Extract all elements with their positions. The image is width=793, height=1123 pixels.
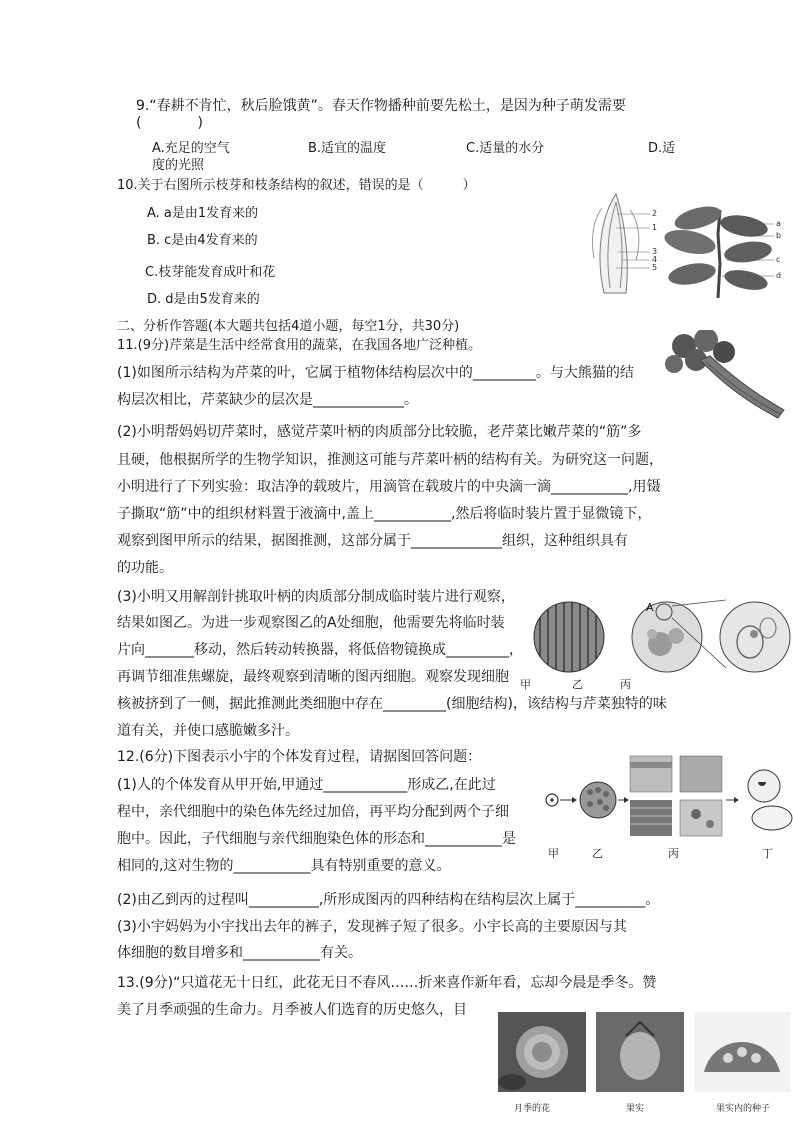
q13-line2: 美了月季顽强的生命力。月季被人们选育的历史悠久，目 <box>117 1002 467 1018</box>
branch-label-c: c <box>776 255 781 264</box>
micro-figure-jia <box>532 600 606 674</box>
q12-p2: (2)由乙到丙的过程叫__________,所形成图丙的四种结构在结构层次上属于__________。 <box>117 892 660 908</box>
q11-p2-line1: (2)小明帮妈妈切芹菜时，感觉芹菜叶柄的肉质部分比较脆，老芹菜比嫩芹菜的“筋”多 <box>117 424 642 440</box>
q12-stem: 12.(6分)下图表示小宇的个体发育过程，请据图回答问题： <box>117 749 482 765</box>
q10-option-d: D. d是由5发育来的 <box>147 292 260 307</box>
q11-p3-line5: 核被挤到了一侧，据此推测此类细胞中存在_________(细胞结构)，该结构与芹菜独特的味 <box>117 696 667 712</box>
q12-p1-line3: 胞中。因此，子代细胞与亲代细胞染色体的形态和___________是 <box>117 831 516 847</box>
branch-label-d: d <box>776 271 782 280</box>
q12-p3-line1: (3)小宇妈妈为小宇找出去年的裤子，发现裤子短了很多。小宇长高的主要原因与其 <box>117 919 627 935</box>
bud-label-1: 1 <box>652 223 658 232</box>
q11-p3-line4: 再调节细准焦螺旋，最终观察到清晰的图丙细胞。观察发现细胞 <box>117 669 509 685</box>
dev-caption-bing: 丙 <box>668 847 679 860</box>
q11-p3-line2: 结果如图乙。为进一步观察图乙的A处细胞，他需要先将临时装 <box>117 615 505 631</box>
q12-p1-line2: 程中，亲代细胞中的染色体先经过加倍，再平均分配到两个子细 <box>117 804 509 820</box>
micro-figure-bing <box>718 600 792 674</box>
micro-caption-yi: 乙 <box>572 678 583 691</box>
bud-label-5: 5 <box>652 263 658 272</box>
q9-option-d-cont: 度的光照 <box>152 158 205 173</box>
q11-p3-line3: 片向_______移动，然后转动转换器，将低倍物镜换成_________， <box>117 642 523 658</box>
dev-caption-ding: 丁 <box>762 847 773 860</box>
bud-label-3: 3 <box>652 247 658 256</box>
branch-label-a: a <box>776 219 781 228</box>
q11-p2-line3: 小明进行了下列实验：取洁净的载玻片，用滴管在载玻片的中央滴一滴___________,用镊 <box>117 479 661 495</box>
micro-caption-jia: 甲 <box>520 678 531 691</box>
q11-stem: 11.(9分)芹菜是生活中经常食用的蔬菜，在我国各地广泛种植。 <box>117 338 482 353</box>
q9-option-b: B.适宜的温度 <box>308 141 387 156</box>
q10-option-c: C.枝芽能发育成叶和花 <box>145 265 276 280</box>
micro-caption-bing: 丙 <box>620 678 631 691</box>
rose-flower-image <box>498 1012 586 1092</box>
branch-leaf-diagram <box>660 204 784 300</box>
q11-p1-line1: (1)如图所示结构为芹菜的叶，它属于植物体结构层次中的_________。与大熊猫的结 <box>117 365 634 381</box>
q13-caption-flower: 月季的花 <box>514 1104 551 1114</box>
dev-caption-jia: 甲 <box>548 847 559 860</box>
q11-p2-line6: 的功能。 <box>117 560 173 576</box>
rose-seed-image <box>694 1012 790 1092</box>
q11-p2-line4: 子撕取“筋”中的组织材料置于液滴中,盖上___________,然后将临时装片置于显微镜下， <box>117 506 652 522</box>
q9-option-a: A.充足的空气 <box>152 141 230 156</box>
q11-p3-line1: (3)小明又用解剖针挑取叶柄的肉质部分制成临时装片进行观察， <box>117 589 515 605</box>
branch-label-b: b <box>776 231 782 240</box>
q9-option-d: D.适 <box>648 141 676 156</box>
q9-stem: 9.“春耕不肯忙，秋后脸饿黄”。春天作物播种前要先松土，是因为种子萌发需要 <box>136 98 626 114</box>
bud-label-4: 4 <box>652 255 658 264</box>
rose-fruit-image <box>596 1012 684 1092</box>
q11-p1-line2: 构层次相比，芹菜缺少的层次是_____________。 <box>117 392 418 408</box>
q11-p2-line5: 观察到图甲所示的结果，据图推测，这部分属于_____________组织，这种组织具有 <box>117 533 628 549</box>
celery-image <box>660 330 790 422</box>
q9-option-c: C.适量的水分 <box>466 141 545 156</box>
q12-p3-line2: 体细胞的数目增多和___________有关。 <box>117 945 362 961</box>
q9-answer-blank: ( ) <box>136 115 203 131</box>
section-2-heading: 二、分析作答题(本大题共包括4道小题，每空1分，共30分) <box>117 319 460 334</box>
branch-bud-diagram <box>586 188 658 298</box>
q10-stem: 10.关于右图所示枝芽和枝条结构的叙述，错误的是（ ） <box>117 178 476 193</box>
q10-option-a: A. a是由1发育来的 <box>147 206 259 221</box>
q12-p1-line1: (1)人的个体发育从甲开始,甲通过____________形成乙,在此过 <box>117 777 496 793</box>
development-diagram <box>540 752 793 844</box>
q13-caption-fruit: 果实 <box>626 1104 645 1114</box>
q12-p1-line4: 相同的,这对生物的___________具有特别重要的意义。 <box>117 858 451 874</box>
bud-label-2: 2 <box>652 209 658 218</box>
q10-option-b: B. c是由4发育来的 <box>147 233 258 248</box>
dev-caption-yi: 乙 <box>592 847 603 860</box>
micro-label-A: A <box>646 601 654 614</box>
q13-caption-seed: 果实内的种子 <box>716 1104 771 1114</box>
q11-p2-line2: 且硬，他根据所学的生物学知识，推测这可能与芹菜叶柄的结构有关。为研究这一问题， <box>117 452 663 468</box>
q11-p3-line6: 道有关，并使口感脆嫩多汁。 <box>117 723 299 739</box>
q13-line1: 13.(9分)“只道花无十日红，此花无日不春风……折来喜作新年看，忘却今晨是季冬。赞 <box>117 975 657 991</box>
